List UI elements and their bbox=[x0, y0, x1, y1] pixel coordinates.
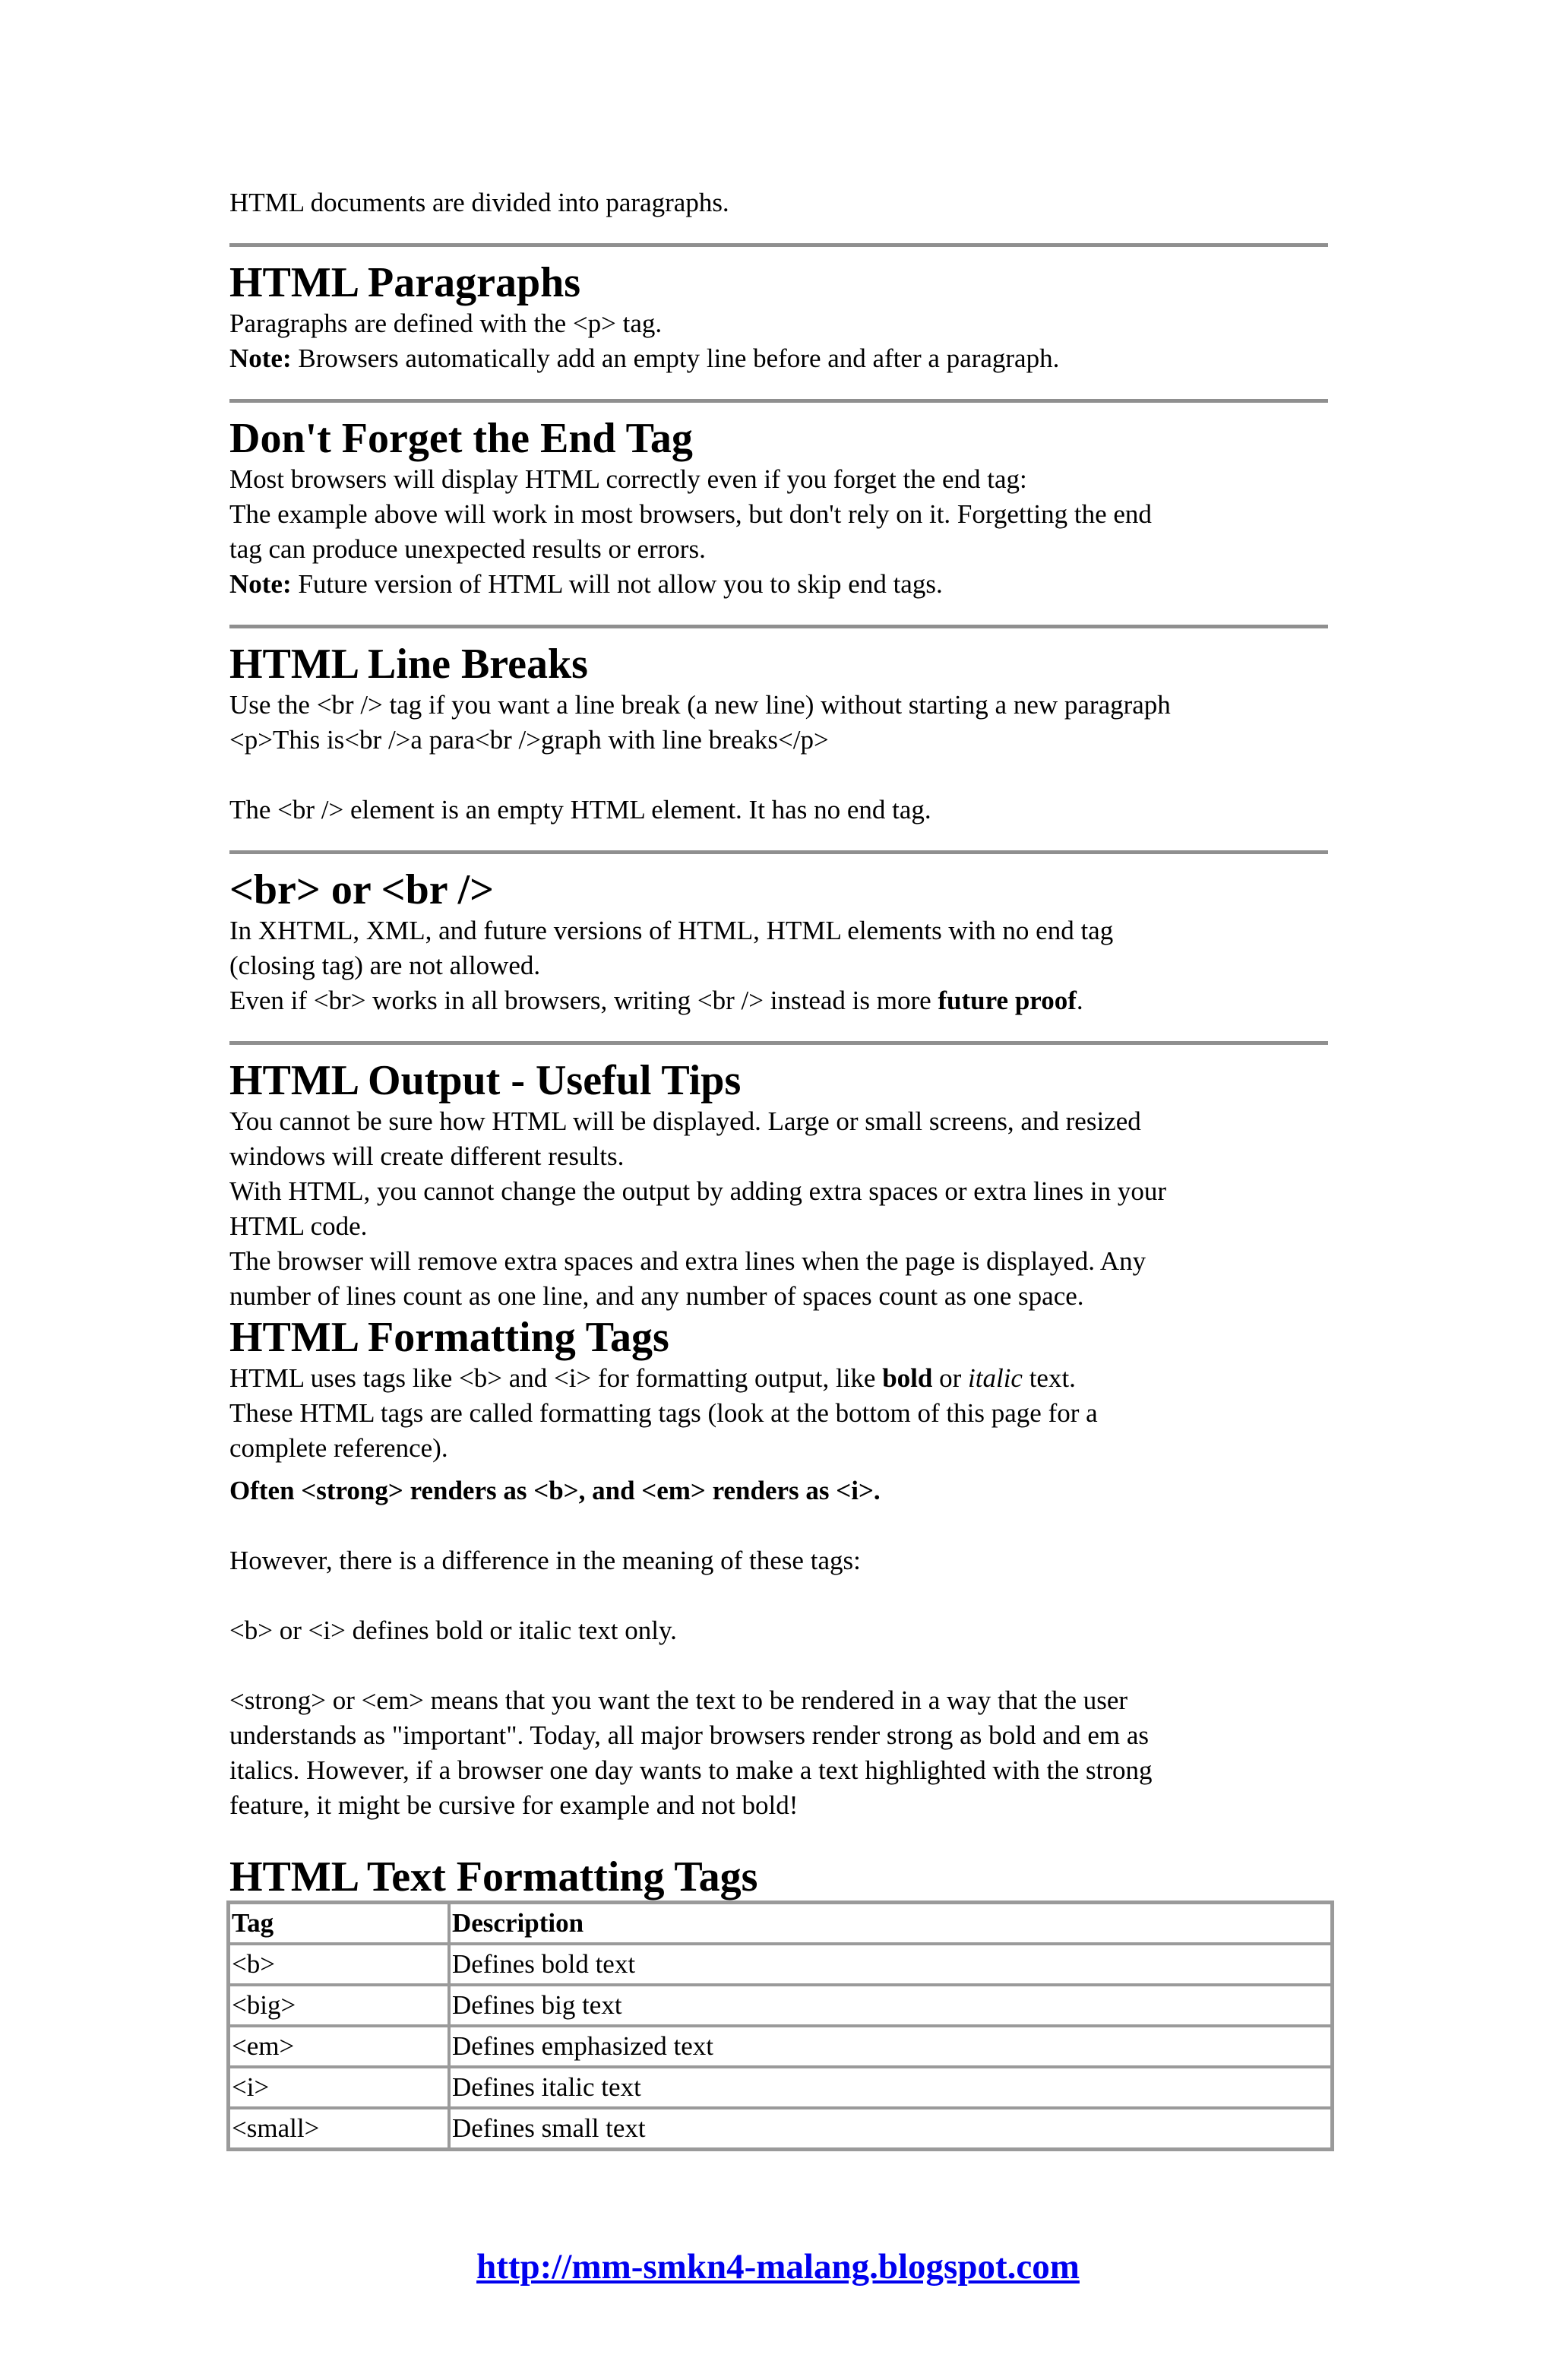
italic-text: italic bbox=[968, 1363, 1023, 1393]
paragraph-text: HTML code. bbox=[229, 1211, 368, 1241]
paragraph-text: feature, it might be cursive for example and not bold! bbox=[229, 1790, 799, 1820]
text-span: or bbox=[932, 1363, 969, 1393]
note-text bbox=[229, 567, 1328, 602]
table-cell-tag: <b> bbox=[229, 1944, 449, 1985]
paragraph-text: <b> or <i> defines bold or italic text only. bbox=[229, 1616, 677, 1645]
table-row bbox=[229, 2108, 1332, 2149]
code-example: <p>This is<br />a para<br />graph with line breaks</p> bbox=[229, 725, 829, 755]
paragraph-text: In XHTML, XML, and future versions of HTML, HTML elements with no end tag bbox=[229, 916, 1114, 945]
note-label: Note: bbox=[229, 343, 292, 373]
note-body: Browsers automatically add an empty line before and after a paragraph. bbox=[291, 343, 1060, 373]
paragraph-text: windows will create different results. bbox=[229, 1141, 625, 1171]
paragraph-text: Paragraphs are defined with the <p> tag. bbox=[229, 309, 663, 338]
paragraph-text: (closing tag) are not allowed. bbox=[229, 951, 541, 980]
table-cell-tag: <small> bbox=[229, 2108, 449, 2149]
formatting-tags-table bbox=[226, 1901, 1334, 2151]
paragraph-text: tag can produce unexpected results or errors. bbox=[229, 534, 706, 564]
paragraph-text: understands as "important". Today, all major browsers render strong as bold and em as bbox=[229, 1720, 1150, 1750]
heading-end-tag: Don't Forget the End Tag bbox=[229, 415, 693, 462]
footer-link[interactable]: http://mm-smkn4-malang.blogspot.com bbox=[476, 2247, 1080, 2287]
heading-br: <br> or <br /> bbox=[229, 866, 495, 913]
table-cell-description: Defines small text bbox=[449, 2108, 1332, 2149]
table-cell-tag: <big> bbox=[229, 1985, 449, 2026]
paragraph-text: The browser will remove extra spaces and extra lines when the page is displayed. Any bbox=[229, 1246, 1146, 1276]
note-body: Future version of HTML will not allow you to skip end tags. bbox=[291, 569, 943, 599]
heading-output-tips: HTML Output - Useful Tips bbox=[229, 1057, 742, 1104]
paragraph-text: Most browsers will display HTML correctly even if you forget the end tag: bbox=[229, 464, 1027, 494]
text-span: Even if <br> works in all browsers, writing <br /> instead is more bbox=[229, 986, 938, 1015]
text-span: HTML uses tags like <b> and <i> for formatting output, like bbox=[229, 1363, 883, 1393]
bold-text: future proof bbox=[938, 986, 1077, 1015]
text-span: . bbox=[1076, 986, 1083, 1015]
table-row bbox=[229, 1985, 1332, 2026]
heading-text-formatting-tags: HTML Text Formatting Tags bbox=[229, 1853, 758, 1901]
paragraph-text: <strong> or <em> means that you want the text to be rendered in a way that the user bbox=[229, 1685, 1128, 1715]
bold-statement: Often <strong> renders as <b>, and <em> renders as <i>. bbox=[229, 1476, 881, 1505]
table-header-row bbox=[229, 1903, 1332, 1944]
intro-text: HTML documents are divided into paragraphs. bbox=[229, 188, 729, 217]
table-row bbox=[229, 2026, 1332, 2067]
bold-text: bold bbox=[882, 1363, 933, 1393]
table-cell-description: Defines italic text bbox=[449, 2067, 1332, 2108]
paragraph-text bbox=[229, 1361, 1328, 1396]
document-body bbox=[229, 185, 1328, 2151]
paragraph-text bbox=[229, 983, 1328, 1018]
text-span: text. bbox=[1022, 1363, 1076, 1393]
table-cell-tag: <em> bbox=[229, 2026, 449, 2067]
paragraph-text: number of lines count as one line, and any number of spaces count as one space. bbox=[229, 1281, 1084, 1311]
table-row bbox=[229, 1944, 1332, 1985]
footer bbox=[0, 2246, 1556, 2287]
paragraph-text: Use the <br /> tag if you want a line break (a new line) without starting a new paragraph bbox=[229, 690, 1171, 720]
table-cell-tag: <i> bbox=[229, 2067, 449, 2108]
heading-line-breaks: HTML Line Breaks bbox=[229, 641, 588, 688]
table-header-cell: Description bbox=[449, 1903, 1332, 1944]
paragraph-text: However, there is a difference in the meaning of these tags: bbox=[229, 1546, 861, 1575]
table-cell-description: Defines emphasized text bbox=[449, 2026, 1332, 2067]
paragraph-text: italics. However, if a browser one day wants to make a text highlighted with the strong bbox=[229, 1755, 1153, 1785]
note-text bbox=[229, 341, 1328, 376]
paragraph-text: You cannot be sure how HTML will be displayed. Large or small screens, and resized bbox=[229, 1106, 1141, 1136]
paragraph-text: complete reference). bbox=[229, 1433, 448, 1463]
table-header-cell: Tag bbox=[229, 1903, 449, 1944]
paragraph-text: The <br /> element is an empty HTML element. It has no end tag. bbox=[229, 795, 931, 824]
table-cell-description: Defines bold text bbox=[449, 1944, 1332, 1985]
paragraph-text: The example above will work in most browsers, but don't rely on it. Forgetting the end bbox=[229, 499, 1152, 529]
paragraph-text: With HTML, you cannot change the output by adding extra spaces or extra lines in your bbox=[229, 1176, 1166, 1206]
paragraph-text: These HTML tags are called formatting tags (look at the bottom of this page for a bbox=[229, 1398, 1098, 1428]
heading-formatting-tags: HTML Formatting Tags bbox=[229, 1314, 669, 1361]
table-row bbox=[229, 2067, 1332, 2108]
table-cell-description: Defines big text bbox=[449, 1985, 1332, 2026]
heading-html-paragraphs: HTML Paragraphs bbox=[229, 259, 581, 306]
note-label: Note: bbox=[229, 569, 292, 599]
